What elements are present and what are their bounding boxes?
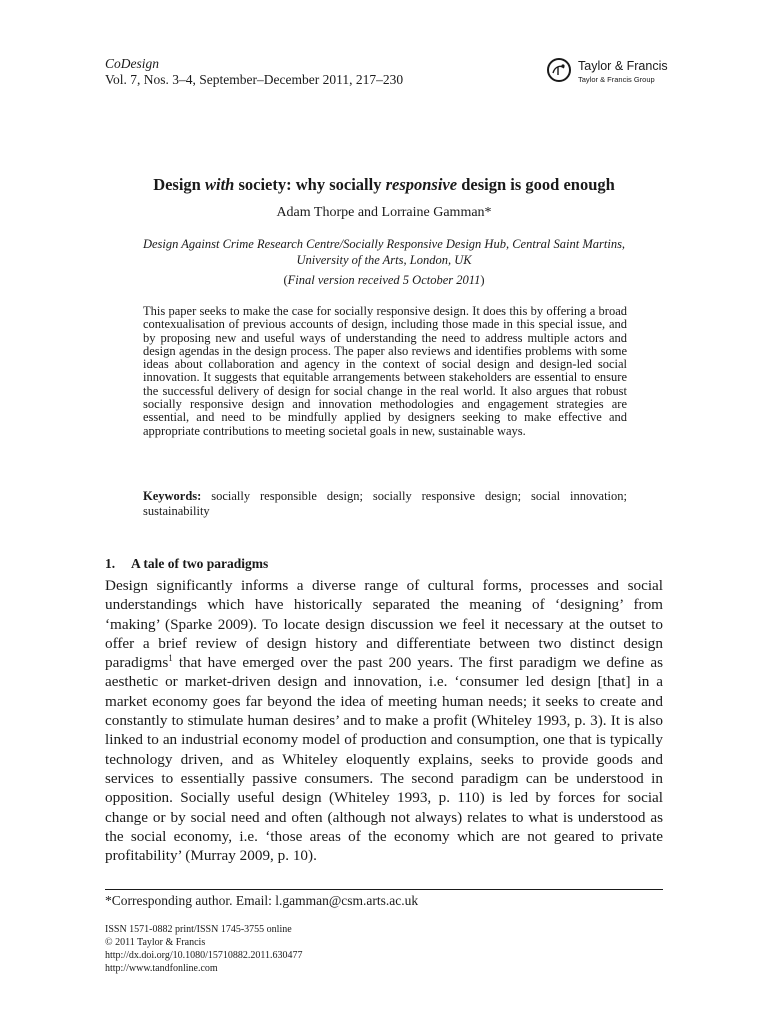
publisher-emblem-icon: [547, 58, 571, 82]
article-title: [0, 175, 768, 195]
section-number: 1.: [105, 556, 116, 571]
article-authors: Adam Thorpe and Lorraine Gamman*: [276, 205, 492, 220]
affiliation-line: University of the Arts, London, UK: [296, 253, 472, 267]
abstract: This paper seeks to make the case for socially responsive design. It does this by offering a broad contexualisation of previous accounts of design, including those made in this special issue, and by proposing new and useful ways of understanding the need to address multiple actors and design agendas in the design process. The paper also reviews and identifies problems with some ideas about collaboration and agency in the context of social design and design-led social innovation. It suggests that equitable arrangements between stakeholders are essential to ensure the successful delivery of design for social change in the real world. It also argues that robust socially responsive design and innovation methodologies and engagement strategies are essential, and need to be mindfully applied by designers seeking to make effective and appropriate contributions to meeting societal goals in new, sustainable ways.: [143, 304, 627, 438]
publisher-group: Taylor & Francis Group: [578, 75, 655, 84]
publication-info: [105, 923, 303, 975]
title-text: Design: [153, 175, 205, 194]
journal-name: CoDesign: [105, 56, 159, 71]
publisher-logo: [547, 54, 667, 88]
journal-header: [105, 56, 403, 88]
title-text: society: why socially: [234, 175, 386, 194]
received-date: Final version received 5 October 2011: [287, 273, 481, 287]
title-text: design is good enough: [457, 175, 615, 194]
issn-line: ISSN 1571-0882 print/ISSN 1745-3755 online: [105, 924, 292, 935]
received-paren: (: [283, 273, 288, 287]
copyright-line: © 2011 Taylor & Francis: [105, 937, 206, 948]
corresponding-author-note: *Corresponding author. Email: l.gamman@csm.arts.ac.uk: [105, 893, 419, 908]
footnote-divider: [105, 889, 663, 890]
keywords: [143, 489, 627, 519]
title-italic-text: with: [204, 175, 235, 194]
keywords-list: socially responsible design; socially responsive design; social innovation; sustainability: [143, 489, 627, 518]
footnote-reference[interactable]: 1: [168, 653, 173, 664]
received-note: [0, 273, 768, 288]
title-italic-text: responsive: [385, 175, 458, 194]
journal-volume: Vol. 7, Nos. 3–4, September–December 2011, 217–230: [105, 72, 404, 87]
body-text: Design significantly informs a diverse range of cultural forms, processes and social understandings which have historically separated the meaning of ‘designing’ from ‘making’ (Sparke 2009). To locate design discussion we feel it necessary at the outset to offer a brief review of design history and differentiate between two distinct design paradigms: [105, 577, 663, 672]
section-heading: [105, 556, 268, 572]
keywords-label: Keywords:: [143, 489, 202, 503]
author-affiliation: [104, 236, 664, 268]
affiliation-line: Design Against Crime Research Centre/Socially Responsive Design Hub, Central Saint Martins,: [142, 237, 626, 251]
publisher-name: Taylor & Francis: [578, 59, 668, 73]
body-text: that have emerged over the past 200 years. The first paradigm we define as aesthetic or market-driven design and innovation, i.e. ‘consumer led design [that] in a market economy goes far beyond the idea of meeting human needs; it seeks to create and constantly to stimulate human desires’ and to make a profit (Whiteley 1993, p. 3). It is also linked to an industrial economy model of production and consumption, one that is typically technology driven, and as Whiteley eloquently explains, seeks to provide goods and services to essentially passive consumers. The second paradigm can be understood in opposition. Socially useful design (Whiteley 1993, p. 110) is led by forces for social change or by social need and often (although not always) relates to what is understood as the social economy, i.e. ‘those areas of the economy which are not geared to private profitability’ (Murray 2009, p. 10).: [105, 654, 663, 865]
website-link[interactable]: http://www.tandfonline.com: [105, 963, 218, 974]
received-paren: ): [480, 273, 485, 287]
section-body: [105, 576, 663, 865]
section-title: A tale of two paradigms: [131, 556, 269, 571]
doi-link[interactable]: http://dx.doi.org/10.1080/15710882.2011.630477: [105, 950, 303, 961]
